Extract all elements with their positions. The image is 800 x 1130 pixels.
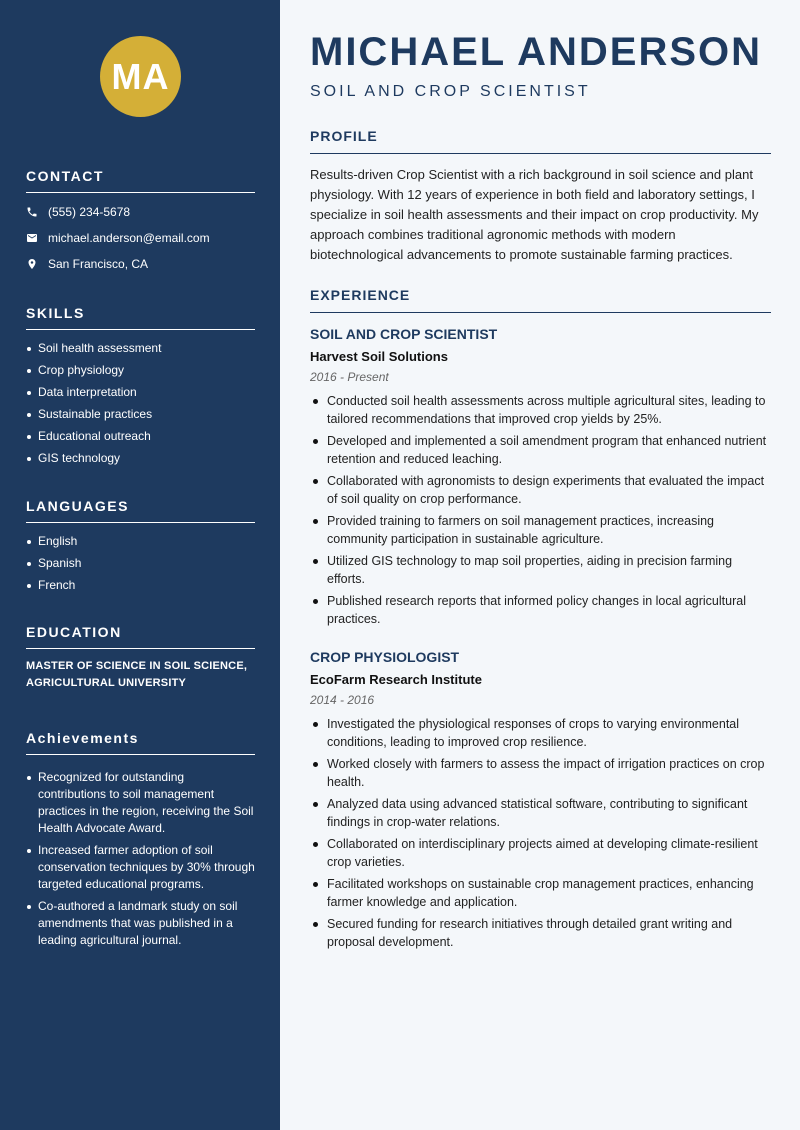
skill-item: Soil health assessment — [26, 340, 255, 357]
job-bullets — [310, 715, 771, 951]
skill-item: Data interpretation — [26, 384, 255, 401]
job-bullet: Collaborated on interdisciplinary projects aimed at developing climate-resilient crop varieties. — [310, 835, 771, 871]
skill-item: GIS technology — [26, 450, 255, 467]
achievements-section — [26, 730, 255, 954]
contact-phone — [26, 199, 255, 225]
education-section — [26, 624, 255, 692]
skill-item: Crop physiology — [26, 362, 255, 379]
job-entry — [310, 649, 771, 955]
location-text: San Francisco, CA — [48, 257, 149, 271]
language-item: French — [26, 577, 255, 594]
contact-heading: CONTACT — [26, 168, 255, 193]
job-dates: 2016 - Present — [310, 370, 389, 384]
location-pin-icon — [26, 258, 38, 270]
skills-section — [26, 305, 255, 472]
skills-heading: SKILLS — [26, 305, 255, 330]
phone-icon — [26, 206, 38, 218]
job-bullet: Secured funding for research initiatives through detailed grant writing and proposal development. — [310, 915, 771, 951]
education-heading: EDUCATION — [26, 624, 255, 649]
profile-heading: PROFILE — [310, 128, 771, 154]
skills-list — [26, 340, 255, 467]
contact-email — [26, 225, 255, 251]
email-text: michael.anderson@email.com — [48, 231, 210, 245]
education-degree: MASTER OF SCIENCE IN SOIL SCIENCE, AGRICULTURAL UNIVERSITY — [26, 660, 248, 689]
job-entry — [310, 326, 771, 632]
candidate-name: MICHAEL ANDERSON — [310, 30, 763, 74]
language-item: Spanish — [26, 555, 255, 572]
skill-item: Educational outreach — [26, 428, 255, 445]
achievements-heading: Achievements — [26, 730, 255, 755]
phone-text: (555) 234-5678 — [48, 205, 131, 219]
job-title: SOIL AND CROP SCIENTIST — [310, 326, 498, 342]
skill-item: Sustainable practices — [26, 406, 255, 423]
job-bullet: Published research reports that informed policy changes in local agricultural practices. — [310, 592, 771, 628]
avatar: MA — [100, 36, 181, 117]
languages-list — [26, 533, 255, 594]
job-bullet: Utilized GIS technology to map soil properties, aiding in precision farming efforts. — [310, 552, 771, 588]
contact-section — [26, 168, 255, 277]
job-bullet: Provided training to farmers on soil management practices, increasing community participation in sustainable agriculture. — [310, 512, 771, 548]
achievements-list — [26, 769, 255, 949]
company-name: EcoFarm Research Institute — [310, 672, 482, 687]
job-bullet: Analyzed data using advanced statistical software, contributing to significant findings in crop-water relations. — [310, 795, 771, 831]
job-bullet: Investigated the physiological responses of crops to varying environmental conditions, leading to improved crop resilience. — [310, 715, 771, 751]
candidate-title: SOIL AND CROP SCIENTIST — [310, 83, 591, 100]
languages-heading: LANGUAGES — [26, 498, 255, 523]
company-name: Harvest Soil Solutions — [310, 349, 448, 364]
experience-section — [310, 287, 771, 313]
experience-heading: EXPERIENCE — [310, 287, 771, 313]
language-item: English — [26, 533, 255, 550]
profile-text: Results-driven Crop Scientist with a rich background in soil science and plant physiology. With 12 years of experience in both field and laboratory settings, I specialize in soil health assessments and their impact on crop productivity. My approach combines traditional agronomic methods with modern biotechnological advancements to promote sustainable farming practices. — [310, 167, 759, 262]
job-bullet: Conducted soil health assessments across multiple agricultural sites, leading to tailored recommendations that improved crop yields by 25%. — [310, 392, 771, 428]
job-bullet: Facilitated workshops on sustainable crop management practices, enhancing farmer knowledge and application. — [310, 875, 771, 911]
contact-location — [26, 251, 255, 277]
job-bullet: Worked closely with farmers to assess the impact of irrigation practices on crop health. — [310, 755, 771, 791]
email-icon — [26, 232, 38, 244]
achievement-item: Recognized for outstanding contributions to soil management practices in the region, receiving the Soil Health Advocate Award. — [26, 769, 255, 837]
job-bullets — [310, 392, 771, 628]
languages-section — [26, 498, 255, 599]
job-dates: 2014 - 2016 — [310, 693, 375, 707]
sidebar — [0, 0, 280, 1130]
job-bullet: Collaborated with agronomists to design experiments that evaluated the impact of soil quality on crop performance. — [310, 472, 771, 508]
profile-section — [310, 128, 771, 265]
achievement-item: Co-authored a landmark study on soil amendments that was published in a leading agricultural journal. — [26, 898, 255, 949]
job-title: CROP PHYSIOLOGIST — [310, 649, 460, 665]
achievement-item: Increased farmer adoption of soil conservation techniques by 30% through targeted educational programs. — [26, 842, 255, 893]
job-bullet: Developed and implemented a soil amendment program that enhanced nutrient retention and reduced leaching. — [310, 432, 771, 468]
